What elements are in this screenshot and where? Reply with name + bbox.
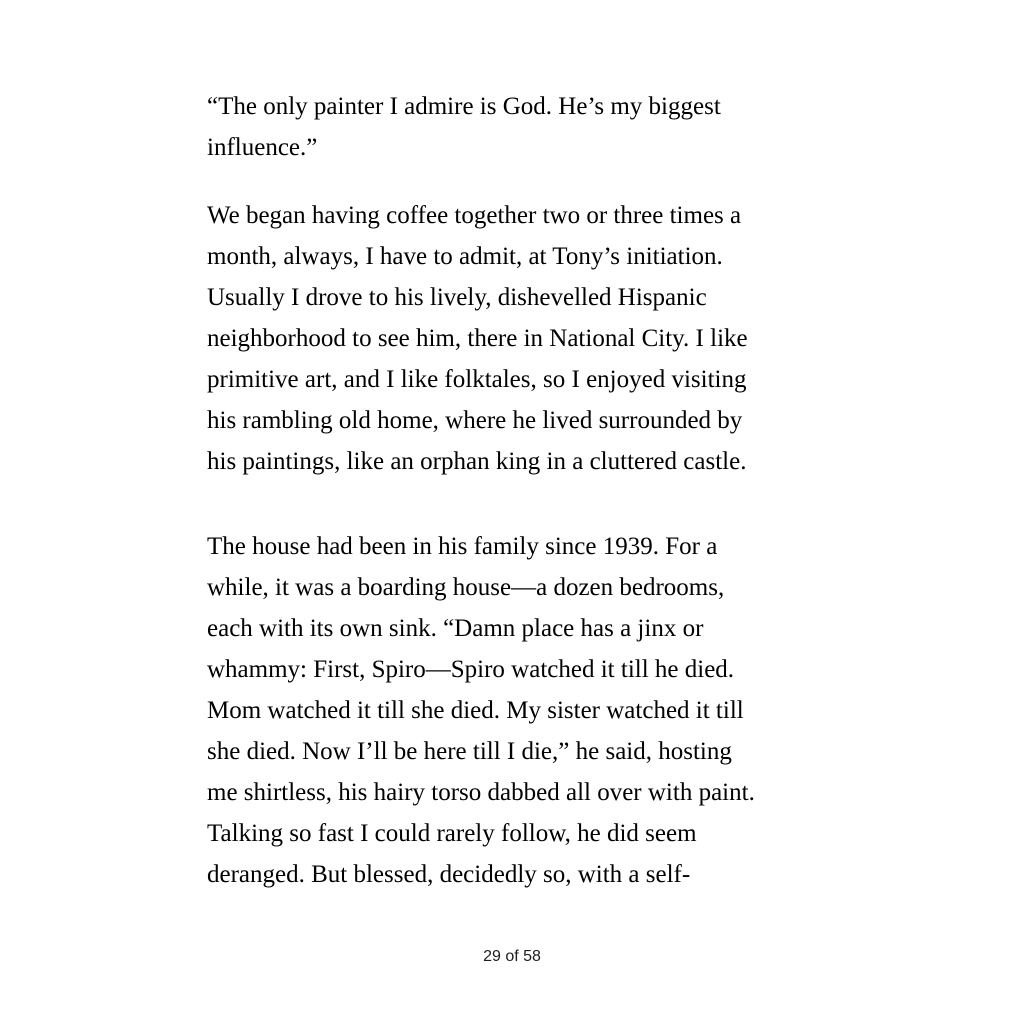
text-line: “The only painter I admire is God. He’s my biggest	[207, 93, 721, 120]
text-line: me shirtless, his hairy torso dabbed all over with paint.	[207, 779, 755, 806]
text-line: Mom watched it till she died. My sister watched it till	[207, 697, 744, 724]
text-line: his paintings, like an orphan king in a cluttered castle.	[207, 448, 747, 475]
page-indicator: 29 of 58	[483, 948, 541, 965]
text-line: whammy: First, Spiro—Spiro watched it till he died.	[207, 656, 735, 683]
text-line: We began having coffee together two or three times a	[207, 202, 742, 229]
text-line: while, it was a boarding house—a dozen bedrooms,	[207, 574, 725, 601]
text-line: each with its own sink. “Damn place has a jinx or	[207, 615, 704, 642]
paragraph-house	[207, 526, 847, 895]
text-line: The house had been in his family since 1939. For a	[207, 533, 718, 560]
text-line: influence.”	[207, 134, 318, 161]
page-text	[207, 86, 847, 895]
text-line: month, always, I have to admit, at Tony’s initiation.	[207, 243, 723, 270]
text-line: his rambling old home, where he lived surrounded by	[207, 407, 743, 434]
text-line: she died. Now I’ll be here till I die,” he said, hosting	[207, 738, 732, 765]
text-line: primitive art, and I like folktales, so I enjoyed visiting	[207, 366, 747, 393]
paragraph-coffee	[207, 195, 847, 482]
text-line: deranged. But blessed, decidedly so, with a self-	[207, 861, 691, 888]
text-line: Usually I drove to his lively, dishevelled Hispanic	[207, 284, 707, 311]
text-line: neighborhood to see him, there in National City. I like	[207, 325, 748, 352]
paragraph-quote	[207, 86, 847, 168]
text-line: Talking so fast I could rarely follow, he did seem	[207, 820, 697, 847]
